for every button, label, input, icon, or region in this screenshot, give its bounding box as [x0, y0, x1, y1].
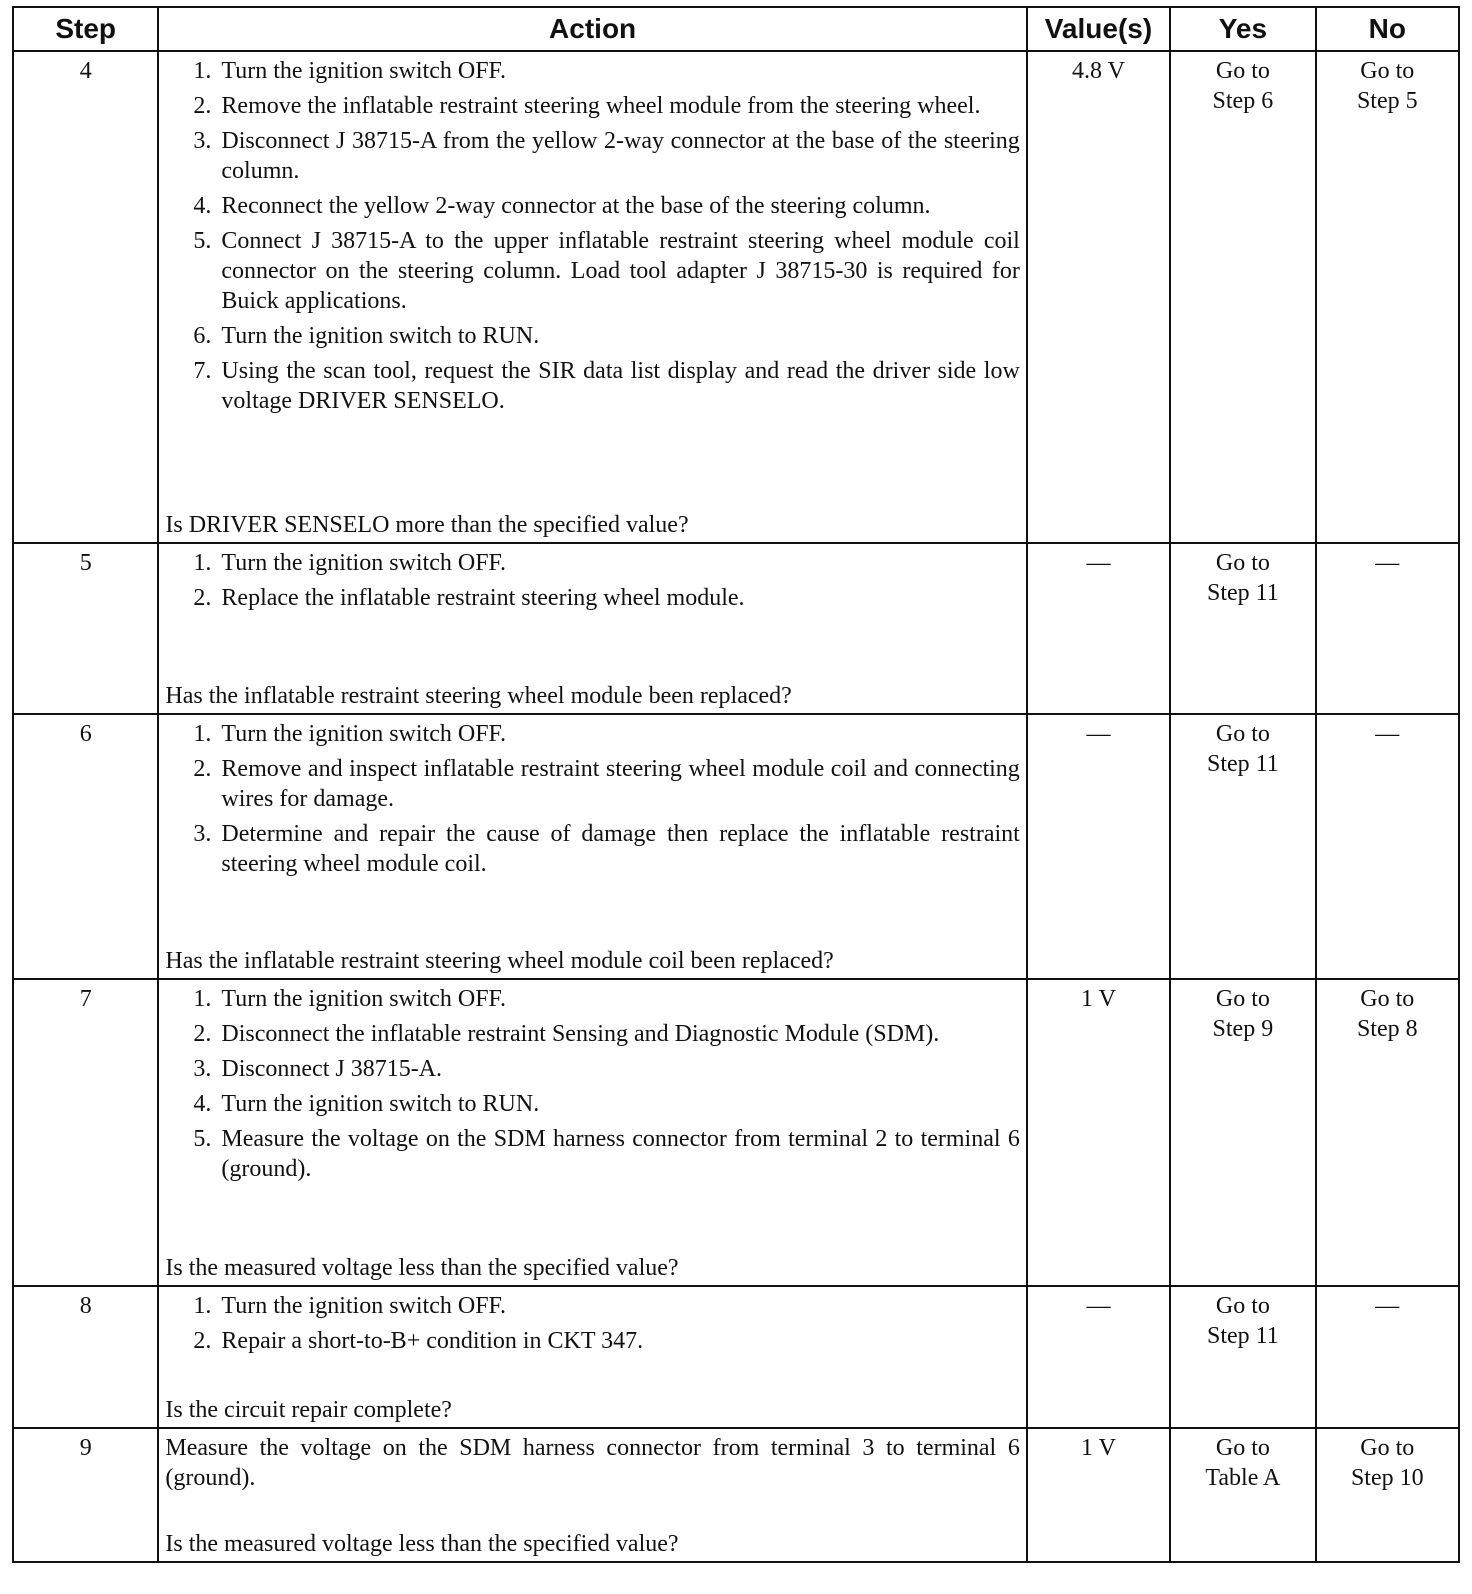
action-step: 2. Remove the inflatable restraint steering wheel module from the steering wheel.: [217, 91, 1019, 121]
action-step: 1. Turn the ignition switch OFF.: [217, 56, 1019, 86]
action-steps: [165, 56, 1019, 416]
action-step: 2. Remove and inspect inflatable restraint steering wheel module coil and connecting wires for damage.: [217, 754, 1019, 814]
value-cell: —: [1027, 714, 1170, 979]
action-step: 3. Disconnect J 38715-A from the yellow 2-way connector at the base of the steering column.: [217, 126, 1019, 186]
action-step: 1. Turn the ignition switch OFF.: [217, 1291, 1019, 1321]
action-step: 1. Turn the ignition switch OFF.: [217, 719, 1019, 749]
value-cell: 1 V: [1027, 979, 1170, 1286]
table-row-step-9: [13, 1428, 1459, 1562]
action-question: Is the measured voltage less than the specified value?: [165, 1531, 679, 1557]
table-row-step-6: [13, 714, 1459, 979]
action-question: Is DRIVER SENSELO more than the specified value?: [165, 512, 689, 538]
no-cell: [1316, 1286, 1459, 1428]
action-steps: [165, 1291, 1019, 1356]
action-step: 5. Measure the voltage on the SDM harness connector from terminal 2 to terminal 6 (ground).: [217, 1124, 1019, 1184]
diagnostic-table: [12, 6, 1460, 1563]
action-step: 3. Determine and repair the cause of damage then replace the inflatable restraint steering wheel module coil.: [217, 819, 1019, 879]
yes-line-2: Step 6: [1212, 88, 1274, 114]
no-cell: [1316, 714, 1459, 979]
yes-line-1: Go to: [1215, 550, 1270, 576]
value-cell: —: [1027, 1286, 1170, 1428]
yes-line-2: Step 11: [1206, 1323, 1279, 1349]
column-header-yes: Yes: [1170, 7, 1315, 51]
action-steps: [165, 719, 1019, 879]
yes-cell: [1170, 979, 1315, 1286]
yes-line-2: Step 11: [1206, 580, 1279, 606]
action-step: 2. Replace the inflatable restraint steering wheel module.: [217, 583, 1019, 613]
action-step: 7. Using the scan tool, request the SIR data list display and read the driver side low voltage DRIVER SENSELO.: [217, 356, 1019, 416]
action-cell: [158, 543, 1026, 714]
action-step: 4. Reconnect the yellow 2-way connector at the base of the steering column.: [217, 191, 1019, 221]
column-header-no: No: [1316, 7, 1459, 51]
action-step: 2. Repair a short-to-B+ condition in CKT 347.: [217, 1326, 1019, 1356]
column-header-step: Step: [13, 7, 158, 51]
action-step: 6. Turn the ignition switch to RUN.: [217, 321, 1019, 351]
no-cell: [1316, 543, 1459, 714]
action-step: 3. Disconnect J 38715-A.: [217, 1054, 1019, 1084]
action-step: 4. Turn the ignition switch to RUN.: [217, 1089, 1019, 1119]
action-question: Is the measured voltage less than the specified value?: [165, 1255, 679, 1281]
yes-line-2: Table A: [1205, 1465, 1281, 1491]
step-number: 9: [13, 1428, 158, 1562]
action-cell: [158, 51, 1026, 543]
yes-line-1: Go to: [1215, 58, 1270, 84]
no-line-1: —: [1375, 1293, 1400, 1319]
action-cell: [158, 1428, 1026, 1562]
action-question: Has the inflatable restraint steering wheel module been replaced?: [165, 683, 792, 709]
value-cell: —: [1027, 543, 1170, 714]
yes-cell: [1170, 1428, 1315, 1562]
action-cell: [158, 714, 1026, 979]
yes-line-1: Go to: [1215, 721, 1270, 747]
action-cell: [158, 979, 1026, 1286]
yes-cell: [1170, 51, 1315, 543]
table-row-step-4: [13, 51, 1459, 543]
table-row-step-7: [13, 979, 1459, 1286]
action-paragraph: Measure the voltage on the SDM harness connector from terminal 3 to terminal 6 (ground).: [165, 1435, 1020, 1491]
step-number: 6: [13, 714, 158, 979]
action-step: 2. Disconnect the inflatable restraint Sensing and Diagnostic Module (SDM).: [217, 1019, 1019, 1049]
step-number: 8: [13, 1286, 158, 1428]
no-line-1: Go to: [1360, 58, 1415, 84]
column-header-action: Action: [158, 7, 1026, 51]
action-steps: [165, 548, 1019, 613]
table-header-row: [13, 7, 1459, 51]
yes-line-1: Go to: [1215, 986, 1270, 1012]
step-number: 5: [13, 543, 158, 714]
action-step: 1. Turn the ignition switch OFF.: [217, 984, 1019, 1014]
no-line-1: Go to: [1360, 986, 1415, 1012]
step-number: 7: [13, 979, 158, 1286]
no-line-1: —: [1375, 550, 1400, 576]
yes-line-1: Go to: [1215, 1435, 1270, 1461]
action-cell: [158, 1286, 1026, 1428]
no-line-2: Step 8: [1356, 1016, 1418, 1042]
no-cell: [1316, 979, 1459, 1286]
action-step: 1. Turn the ignition switch OFF.: [217, 548, 1019, 578]
no-cell: [1316, 1428, 1459, 1562]
action-steps: [165, 984, 1019, 1184]
value-cell: 4.8 V: [1027, 51, 1170, 543]
yes-line-2: Step 9: [1212, 1016, 1274, 1042]
yes-cell: [1170, 714, 1315, 979]
action-question: Has the inflatable restraint steering wheel module coil been replaced?: [165, 948, 834, 974]
value-cell: 1 V: [1027, 1428, 1170, 1562]
step-number: 4: [13, 51, 158, 543]
yes-cell: [1170, 1286, 1315, 1428]
table-row-step-8: [13, 1286, 1459, 1428]
no-line-1: Go to: [1360, 1435, 1415, 1461]
no-line-2: Step 5: [1356, 88, 1418, 114]
action-step: 5. Connect J 38715-A to the upper inflatable restraint steering wheel module coil connector on the steering column. Load tool adapter J 38715-30 is required for Buick applications.: [217, 226, 1019, 316]
diagnostic-table-wrapper: [12, 6, 1460, 1563]
yes-cell: [1170, 543, 1315, 714]
column-header-values: Value(s): [1027, 7, 1170, 51]
no-line-1: —: [1375, 721, 1400, 747]
no-cell: [1316, 51, 1459, 543]
table-row-step-5: [13, 543, 1459, 714]
action-question: Is the circuit repair complete?: [165, 1397, 452, 1423]
no-line-2: Step 10: [1350, 1465, 1424, 1491]
yes-line-1: Go to: [1215, 1293, 1270, 1319]
yes-line-2: Step 11: [1206, 751, 1279, 777]
